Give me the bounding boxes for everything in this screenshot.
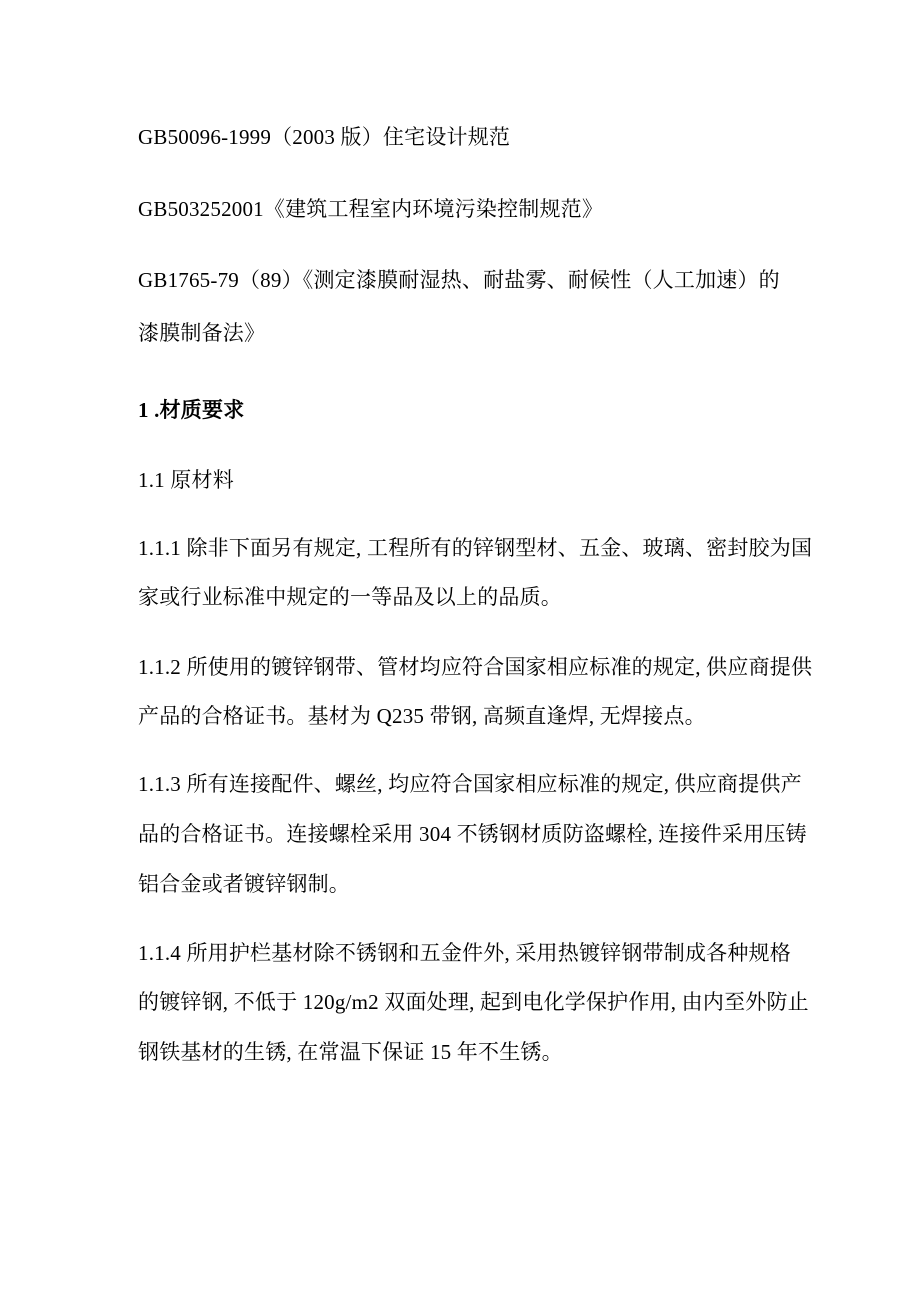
clause-1-1-4-line-3: 钢铁基材的生锈, 在常温下保证 15 年不生锈。 xyxy=(138,1040,563,1064)
clause-1-1-3-line-2: 品的合格证书。连接螺栓采用 304 不锈钢材质防盗螺栓, 连接件采用压铸 xyxy=(138,822,807,846)
reference-gb50325: GB503252001《建筑工程室内环境污染控制规范》 xyxy=(138,197,604,221)
clause-1-1-3-line-1: 1.1.3 所有连接配件、螺丝, 均应符合国家相应标准的规定, 供应商提供产 xyxy=(138,772,802,796)
clause-1-1-3-line-3: 铝合金或者镀锌钢制。 xyxy=(138,872,350,896)
reference-gb1765-line-2: 漆膜制备法》 xyxy=(138,321,266,345)
clause-1-1-1-line-1: 1.1.1 除非下面另有规定, 工程所有的锌钢型材、五金、玻璃、密封胶为国 xyxy=(138,536,813,560)
clause-1-1-4-line-1: 1.1.4 所用护栏基材除不锈钢和五金件外, 采用热镀锌钢带制成各种规格 xyxy=(138,941,791,965)
subsection-heading-raw-materials: 1.1 原材料 xyxy=(138,468,234,492)
clause-1-1-4-line-2: 的镀锌钢, 不低于 120g/m2 双面处理, 起到电化学保护作用, 由内至外防止 xyxy=(138,990,809,1014)
section-heading-material-requirements: 1 .材质要求 xyxy=(138,398,245,422)
reference-gb1765-line-1: GB1765-79（89）《测定漆膜耐湿热、耐盐雾、耐候性（人工加速）的 xyxy=(138,268,780,292)
reference-gb50096: GB50096-1999（2003 版）住宅设计规范 xyxy=(138,125,511,149)
clause-1-1-1-line-2: 家或行业标准中规定的一等品及以上的品质。 xyxy=(138,585,562,609)
clause-1-1-2-line-2: 产品的合格证书。基材为 Q235 带钢, 高频直逢焊, 无焊接点。 xyxy=(138,704,706,728)
clause-1-1-2-line-1: 1.1.2 所使用的镀锌钢带、管材均应符合国家相应标准的规定, 供应商提供 xyxy=(138,655,813,679)
